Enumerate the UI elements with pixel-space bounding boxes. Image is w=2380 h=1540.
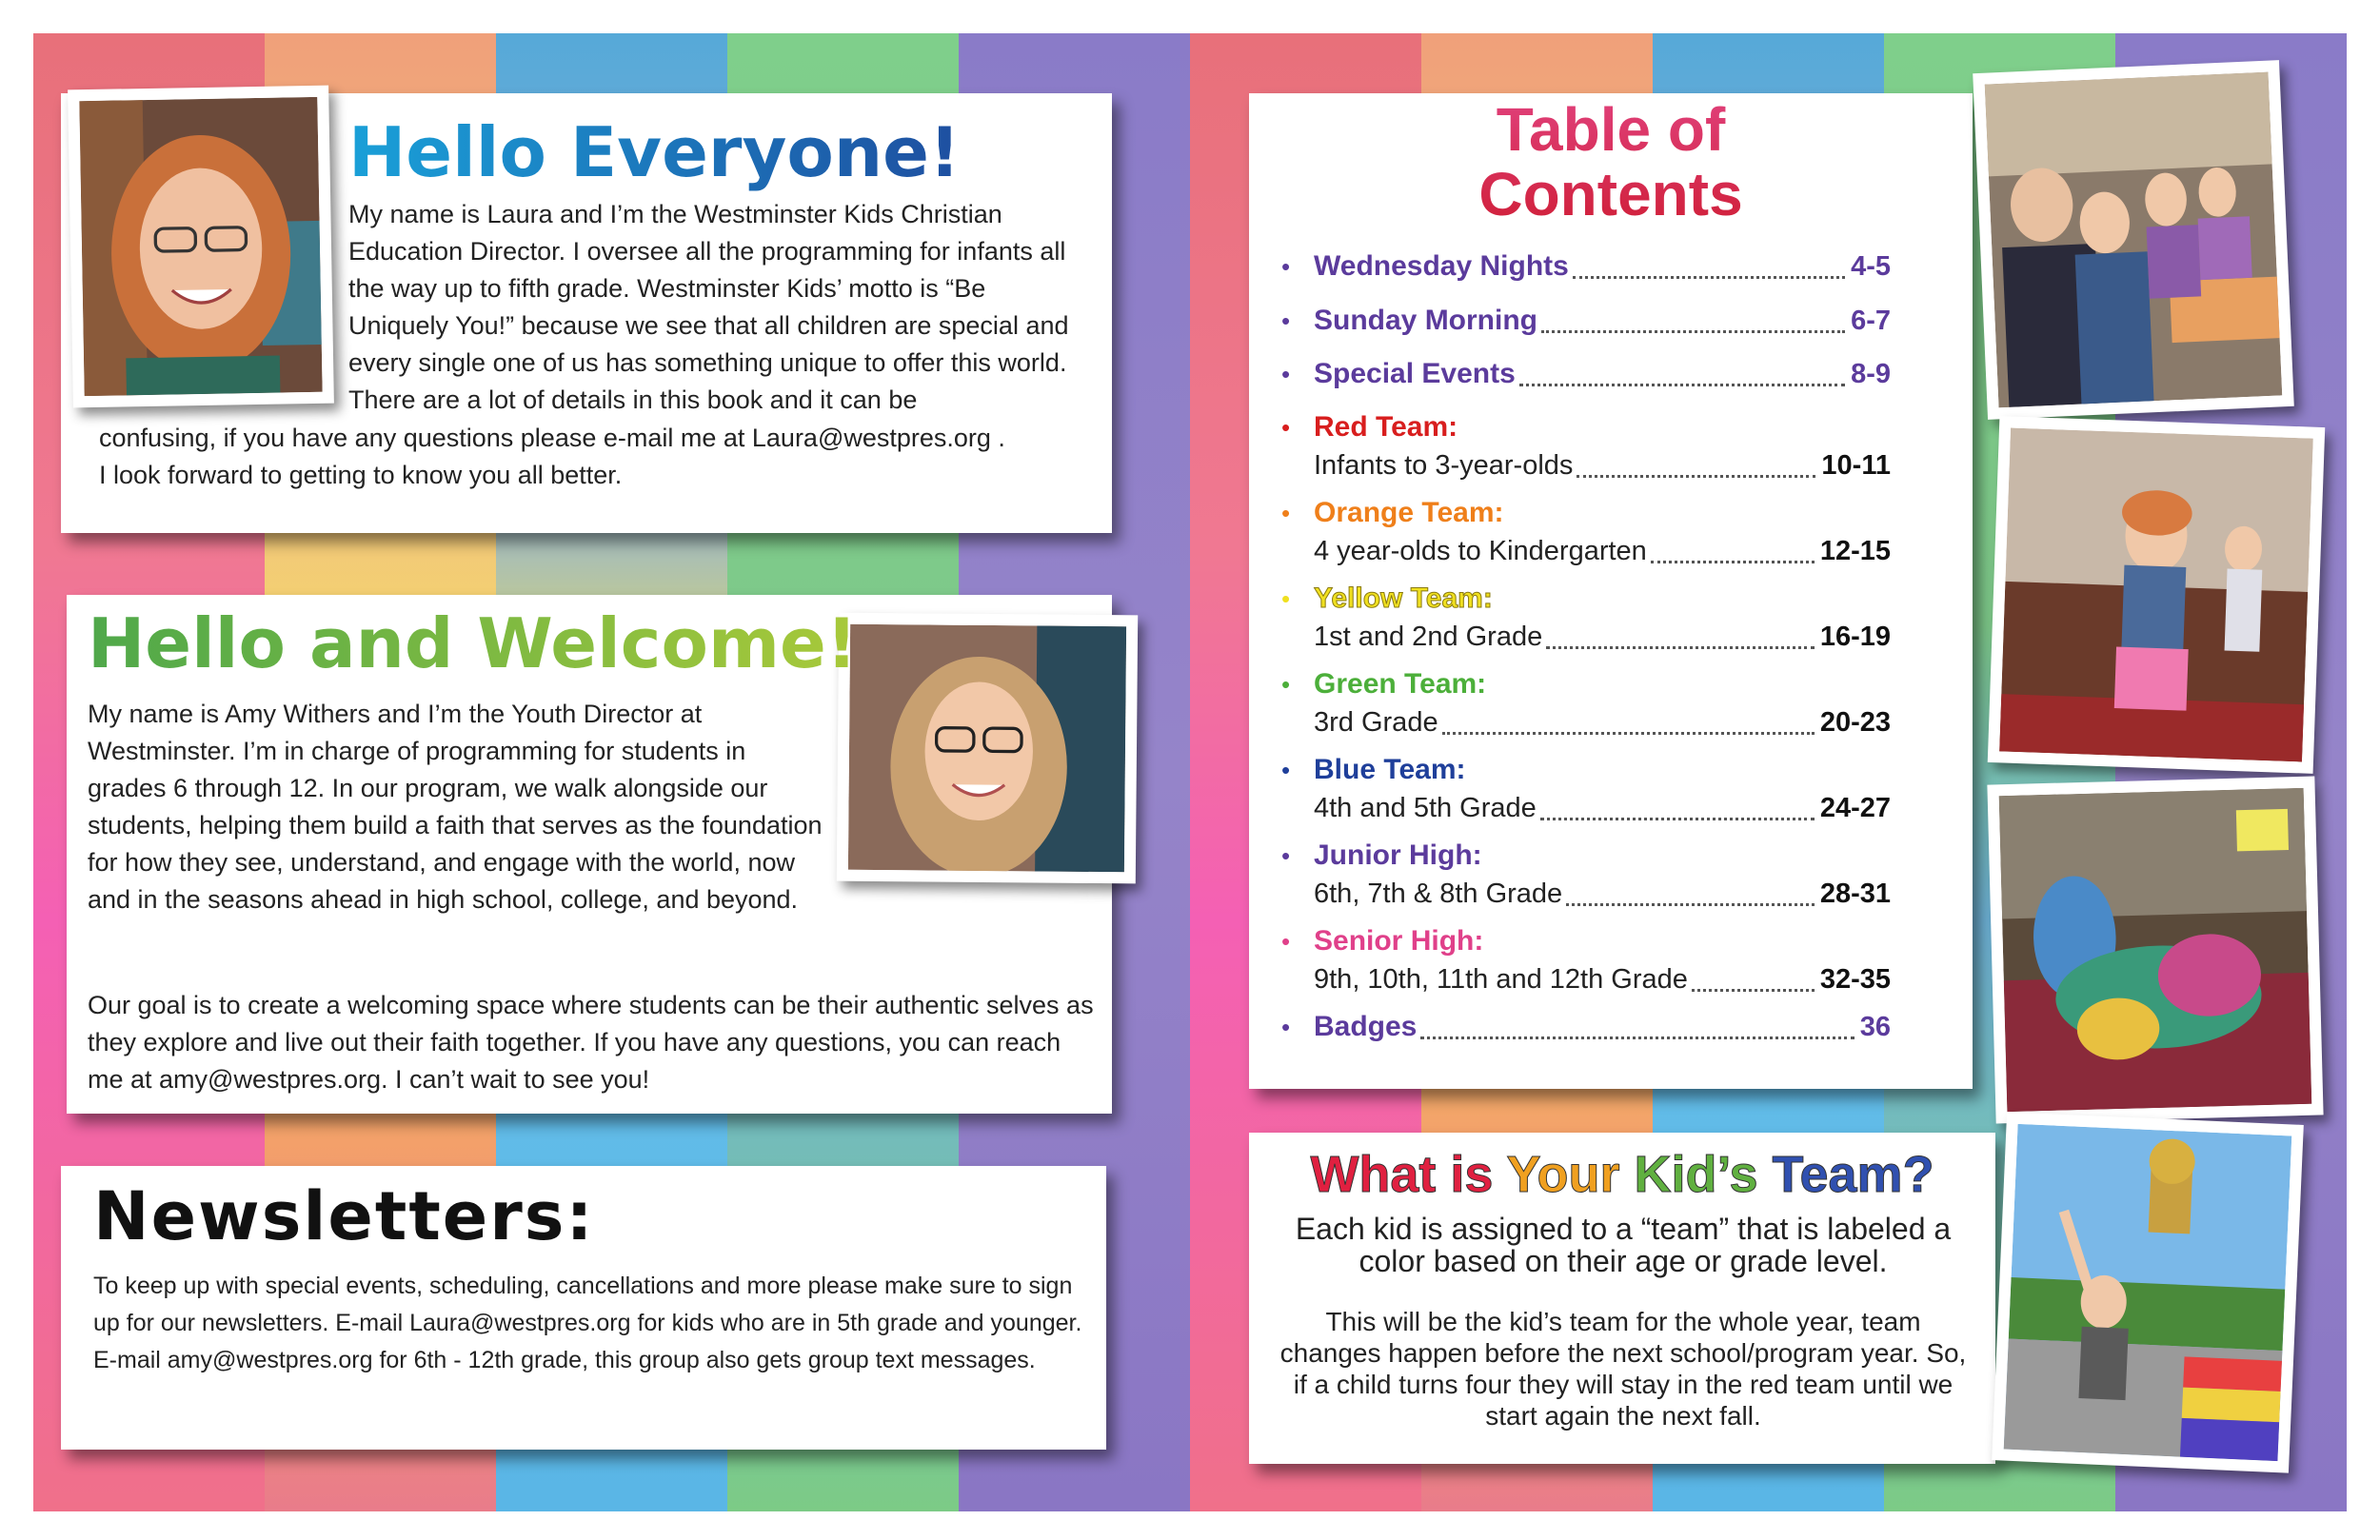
toc-entry-heading: Wednesday Nights — [1314, 250, 1569, 282]
toc-bullet-icon: • — [1281, 584, 1291, 613]
toc-entry-subtitle: 4 year-olds to Kindergarten — [1314, 536, 1647, 566]
toc-dot-leader — [1573, 276, 1845, 279]
toc-entry-heading: Yellow Team: — [1314, 582, 1493, 614]
toc-dot-leader — [1540, 818, 1815, 820]
toc-bullet-icon: • — [1281, 360, 1291, 388]
hello-everyone-text: My name is Laura and I’m the Westminster Kids Christian Education Director. I oversee all the programming for infants all the way up to fifth grade. Westminster Kids’ motto is “Be Uniquely You!” because we see that all children are special and every single one of us has something unique to offer this world. There are a lot of details in this book and it can be — [348, 200, 1069, 414]
kids-team-title-part: Kid’s — [1634, 1146, 1773, 1203]
pride-parade-image — [2004, 1124, 2292, 1461]
toc-entry-pages: 20-23 — [1819, 707, 1891, 738]
newsletters-text: To keep up with special events, scheduling, cancellations and more please make sure to sign up for our newsletters. E-mail Laura@westpres.org for kids who are in 5th grade and younger. E-mail amy@westpres.org for 6th - 12th grade, this group also gets group text messages. — [93, 1273, 1082, 1373]
toc-entry — [1281, 249, 1891, 287]
toc-entry — [1281, 357, 1891, 395]
toc-entry-pages: 12-15 — [1819, 536, 1891, 566]
toc-bullet-icon: • — [1281, 252, 1291, 281]
toc-entry-subtitle: 3rd Grade — [1314, 707, 1438, 738]
toc-dot-leader — [1420, 1037, 1854, 1039]
toc-bullet-icon: • — [1281, 927, 1291, 956]
toc-entry-pages: 32-35 — [1819, 964, 1891, 995]
toc-dot-leader — [1566, 903, 1815, 906]
toc-dot-leader — [1651, 561, 1815, 563]
laura-portrait — [68, 86, 334, 408]
toc-bullet-icon: • — [1281, 1013, 1291, 1041]
hello-welcome-text: My name is Amy Withers and I’m the Youth Director at Westminster. I’m in charge of programming for students in grades 6 through 12. In our program, we walk alongside our students, helping them build a faith that serves as the foundation for how they see, understand, and engage with the world, now and in the seasons ahead in high school, college, and beyond. — [88, 700, 823, 914]
toc-bullet-icon: • — [1281, 841, 1291, 870]
toc-entry-subtitle: Infants to 3-year-olds — [1314, 450, 1574, 481]
toc-entry-subtitle: 4th and 5th Grade — [1314, 793, 1537, 823]
newsletters-title: Newsletters: — [93, 1177, 595, 1255]
youth-group-photo — [1973, 60, 2294, 420]
toc-entry — [1281, 496, 1891, 572]
toc-dot-leader — [1541, 330, 1845, 333]
toc-entry — [1281, 410, 1891, 486]
kids-team-title-part: Team? — [1772, 1146, 1934, 1203]
amy-portrait-image — [848, 624, 1126, 873]
toc-entry-heading: Senior High: — [1314, 925, 1484, 957]
toc-entry — [1281, 839, 1891, 915]
toc-bullet-icon: • — [1281, 670, 1291, 699]
kids-team-text: Each kid is assigned to a “team” that is labeled a color based on their age or grade level. — [1295, 1212, 1952, 1278]
toc-entry-subtitle: 1st and 2nd Grade — [1314, 622, 1543, 652]
hello-everyone-text-continued: confusing, if you have any questions please e-mail me at Laura@westpres.org . I look forward to getting to know you all better. — [99, 424, 1005, 489]
toc-bullet-icon: • — [1281, 499, 1291, 527]
toc-entry-pages: 10-11 — [1821, 450, 1891, 481]
toc-entry — [1281, 1010, 1891, 1048]
kids-team-text-details: This will be the kid’s team for the whole year, team changes happen before the next school/program year. So, if a child turns four they will stay in the red team until we start again the next fall. — [1279, 1307, 1967, 1431]
table-of-contents-title — [1249, 97, 1973, 227]
toc-dot-leader — [1442, 732, 1815, 735]
kids-team-title-part: Your — [1506, 1146, 1635, 1203]
toc-title-line2: Contents — [1478, 160, 1743, 228]
toc-entry-heading: Badges — [1314, 1011, 1418, 1042]
toc-entry-pages: 36 — [1859, 1012, 1891, 1042]
toc-entry-pages: 8-9 — [1851, 359, 1891, 389]
toc-entry-pages: 4-5 — [1851, 251, 1891, 282]
toc-bullet-icon: • — [1281, 306, 1291, 335]
laura-portrait-image — [79, 97, 322, 396]
hello-welcome-text-goal: Our goal is to create a welcoming space where students can be their authentic selves as they explore and live out their faith together. If you have any questions, you can reach me at amy@westpres.org. I can’t wait to see you! — [88, 991, 1094, 1094]
toc-entry — [1281, 924, 1891, 1000]
toc-entry-pages: 28-31 — [1819, 879, 1891, 909]
toc-entry-pages: 6-7 — [1851, 306, 1891, 336]
toc-dot-leader — [1546, 646, 1815, 649]
amy-portrait — [837, 613, 1138, 884]
youth-group-image — [1985, 72, 2283, 408]
toc-entry-subtitle: 6th, 7th & 8th Grade — [1314, 879, 1563, 909]
toc-entry-heading: Junior High: — [1314, 839, 1482, 871]
kids-in-sanctuary-image — [1999, 788, 2312, 1112]
toc-entry-heading: Red Team: — [1314, 411, 1458, 443]
pride-parade-photo — [1992, 1112, 2304, 1472]
toc-entry-heading: Special Events — [1314, 358, 1516, 389]
toc-bullet-icon: • — [1281, 413, 1291, 442]
toc-entry-pages: 24-27 — [1819, 793, 1891, 823]
kids-in-sanctuary-photo — [1987, 777, 2323, 1124]
toc-bullet-icon: • — [1281, 756, 1291, 784]
hello-everyone-title: Hello Everyone! — [348, 112, 961, 192]
toc-entry-pages: 16-19 — [1819, 622, 1891, 652]
toc-entry — [1281, 753, 1891, 829]
hello-welcome-title: Hello and Welcome! — [88, 603, 858, 683]
toc-entry-subtitle: 9th, 10th, 11th and 12th Grade — [1314, 964, 1688, 995]
toc-entry-heading: Blue Team: — [1314, 754, 1466, 785]
toc-entry — [1281, 304, 1891, 342]
kids-team-title — [1249, 1146, 1995, 1203]
toc-entry-heading: Green Team: — [1314, 668, 1487, 700]
child-in-sanctuary-photo — [1988, 416, 2325, 774]
toc-dot-leader — [1692, 989, 1815, 992]
kids-team-title-part: What is — [1310, 1146, 1507, 1203]
toc-title-line1: Table of — [1496, 95, 1726, 164]
child-in-sanctuary-image — [1999, 428, 2313, 762]
toc-dot-leader — [1577, 475, 1815, 478]
toc-entry — [1281, 582, 1891, 658]
toc-dot-leader — [1519, 384, 1845, 386]
toc-entry — [1281, 667, 1891, 743]
toc-entry-heading: Sunday Morning — [1314, 305, 1537, 336]
toc-entry-heading: Orange Team: — [1314, 497, 1504, 528]
